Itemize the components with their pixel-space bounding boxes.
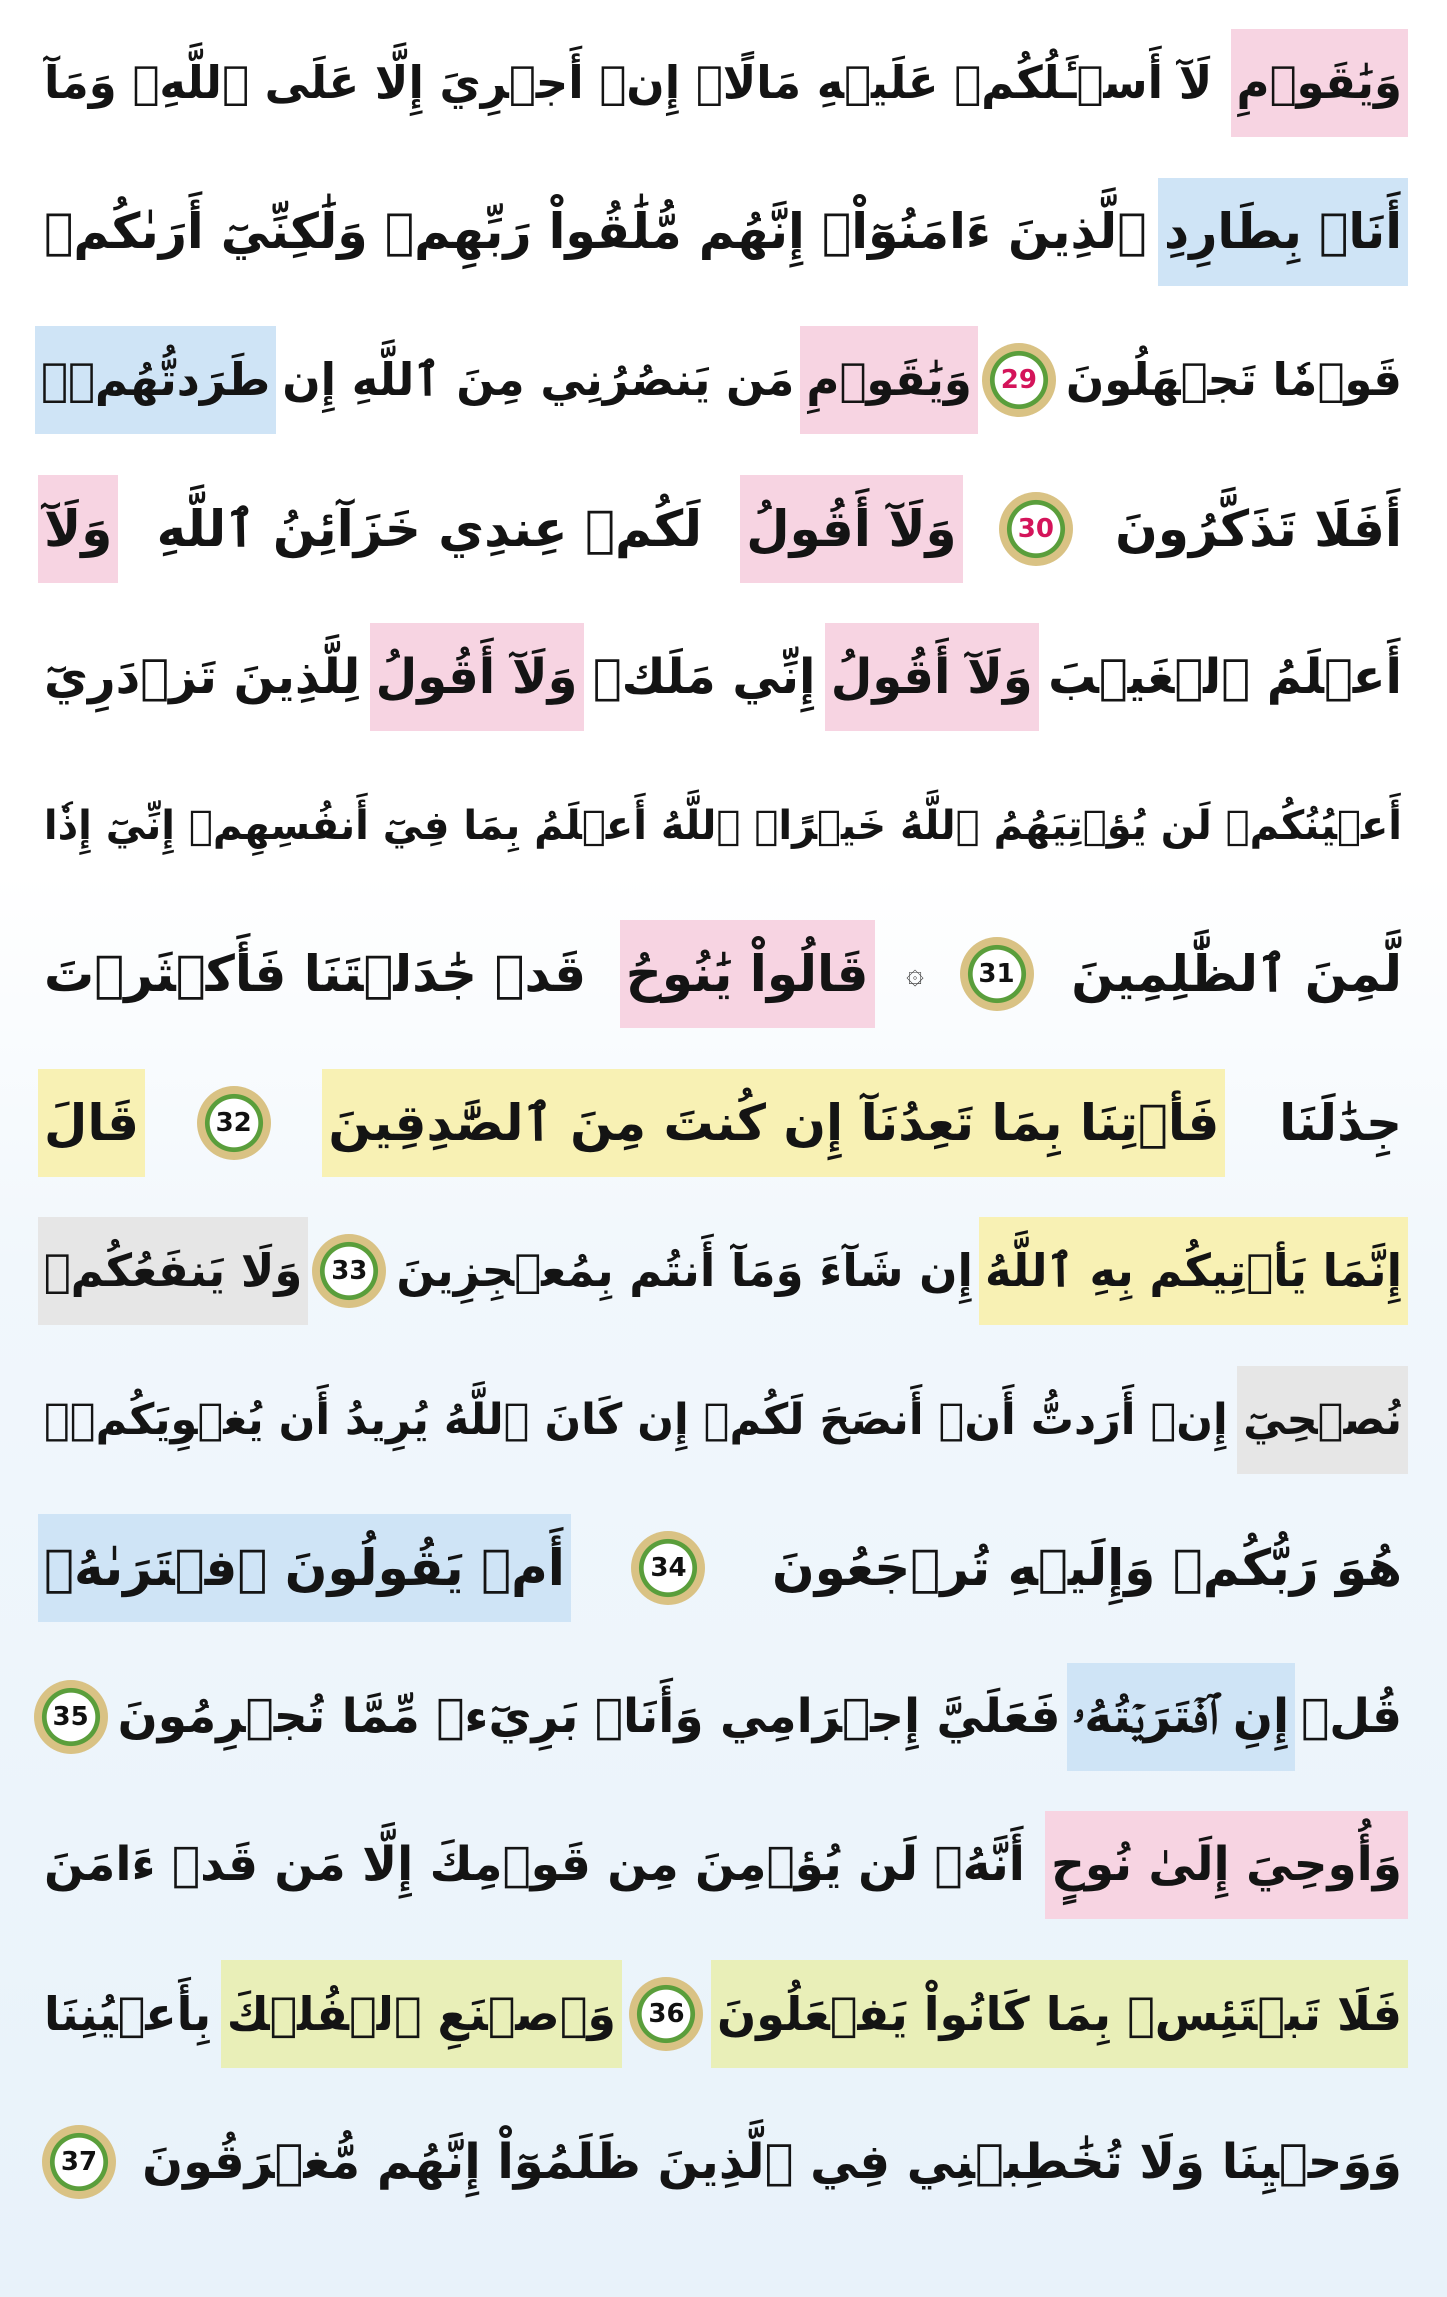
text-line <box>38 1949 1408 2079</box>
highlighted-phrase: وَلَآ أَقُولُ <box>740 475 962 583</box>
verse-text: جِدَٰلَنَا <box>1279 1093 1402 1152</box>
verse-text: فَعَلَيَّ إِجۡرَامِي وَأَنَا۠ بَرِيٓءٞ مِّمَّا تُجۡرِمُونَ <box>117 1688 1061 1744</box>
ayah-number-marker: 30 <box>999 492 1073 566</box>
highlighted-phrase: طَرَدتُّهُمۡۚ <box>35 326 276 434</box>
text-line <box>38 1206 1408 1336</box>
text-line <box>38 1058 1408 1188</box>
verse-text: قَوۡمٗا تَجۡهَلُونَ <box>1065 353 1402 406</box>
verse-text: أَعۡيُنُكُمۡ لَن يُؤۡتِيَهُمُ ٱللَّهُ خَيۡرًاۖ ٱللَّهُ أَعۡلَمُ بِمَا فِيٓ أَنفُسِهِمۡ إِنِّيٓ إِذٗا <box>43 802 1402 849</box>
highlighted-phrase: وَلَآ أَقُولُ <box>825 623 1039 731</box>
verse-text: لَّمِنَ ٱلظَّٰلِمِينَ <box>1071 945 1402 1003</box>
ayah-number-marker: 35 <box>34 1680 108 1754</box>
ayah-number-marker: 34 <box>631 1531 705 1605</box>
highlighted-phrase: وَلَآ <box>38 475 118 583</box>
verse-text: قُلۡ <box>1301 1688 1402 1744</box>
highlighted-phrase: وَٱصۡنَعِ ٱلۡفُلۡكَ <box>221 1960 622 2068</box>
verse-text: إِنِّي مَلَكٞ <box>592 649 816 705</box>
text-line <box>38 1355 1408 1485</box>
text-line <box>38 1503 1408 1633</box>
verse-text: لِلَّذِينَ تَزۡدَرِيٓ <box>44 649 361 705</box>
highlighted-phrase: وَلَآ أَقُولُ <box>370 623 584 731</box>
text-line <box>38 909 1408 1039</box>
verse-text: بِأَعۡيُنِنَا <box>44 1986 212 2041</box>
verse-text: وَوَحۡيِنَا وَلَا تُخَٰطِبۡنِي فِي ٱلَّذِينَ ظَلَمُوٓاْ إِنَّهُم مُّغۡرَقُونَ <box>142 2134 1402 2190</box>
verse-text: لَكُمۡ عِندِي خَزَآئِنُ ٱللَّهِ <box>156 499 703 558</box>
highlighted-phrase: قَالَ <box>38 1069 145 1177</box>
text-line <box>38 167 1408 297</box>
verse-text: لَآ أَسۡـَٔلُكُمۡ عَلَيۡهِ مَالًاۖ إِنۡ أَجۡرِيَ إِلَّا عَلَى ٱللَّهِۚ وَمَآ <box>44 56 1213 109</box>
ayah-number-marker: 29 <box>982 343 1056 417</box>
verse-text: أَعۡلَمُ ٱلۡغَيۡبَ <box>1048 649 1402 705</box>
highlighted-phrase: نُصۡحِيٓ <box>1237 1366 1408 1474</box>
highlighted-phrase: أَنَا۠ بِطَارِدِ <box>1158 178 1408 286</box>
text-line <box>38 464 1408 594</box>
verse-text: أَنَّهُۥ لَن يُؤۡمِنَ مِن قَوۡمِكَ إِلَّا مَن قَدۡ ءَامَنَ <box>44 1837 1025 1892</box>
highlighted-phrase: فَلَا تَبۡتَئِسۡ بِمَا كَانُواْ يَفۡعَلُونَ <box>711 1960 1408 2068</box>
highlighted-phrase: وَيَٰقَوۡمِ <box>1231 29 1408 137</box>
ayah-number-marker: 36 <box>629 1977 703 2051</box>
highlighted-phrase: وَلَا يَنفَعُكُمۡ <box>38 1217 309 1325</box>
verse-text: أَفَلَا تَذَكَّرُونَ <box>1115 499 1402 558</box>
text-line <box>38 612 1408 742</box>
verse-text: إِن شَآءَ وَمَآ أَنتُم بِمُعۡجِزِينَ <box>396 1244 973 1297</box>
highlighted-phrase: وَيَٰقَوۡمِ <box>800 326 977 434</box>
text-line <box>38 315 1408 445</box>
verse-text: قَدۡ جَٰدَلۡتَنَا فَأَكۡثَرۡتَ <box>44 945 587 1003</box>
highlighted-phrase: إِنِ ٱفۡتَرَيۡتُهُۥ <box>1067 1663 1296 1771</box>
rub-el-hizb-icon: ۞ <box>906 956 924 991</box>
text-line <box>38 761 1408 891</box>
highlighted-phrase: قَالُواْ يَٰنُوحُ <box>620 920 875 1028</box>
ayah-number-marker: 32 <box>197 1086 271 1160</box>
verse-text: إِنۡ أَرَدتُّ أَنۡ أَنصَحَ لَكُمۡ إِن كَانَ ٱللَّهُ يُرِيدُ أَن يُغۡوِيَكُمۡۚ <box>44 1394 1228 1445</box>
highlighted-phrase: فَأۡتِنَا بِمَا تَعِدُنَآ إِن كُنتَ مِنَ ٱلصَّٰدِقِينَ <box>322 1069 1225 1177</box>
text-line <box>38 1652 1408 1782</box>
ayah-number-marker: 37 <box>42 2125 116 2199</box>
ayah-number-marker: 33 <box>312 1234 386 1308</box>
verse-text: ٱلَّذِينَ ءَامَنُوٓاْۚ إِنَّهُم مُّلَٰقُواْ رَبِّهِمۡ وَلَٰكِنِّيٓ أَرَىٰكُمۡ <box>44 202 1147 260</box>
highlighted-phrase: إِنَّمَا يَأۡتِيكُم بِهِ ٱللَّهُ <box>979 1217 1408 1325</box>
verse-text: هُوَ رَبُّكُمۡ وَإِلَيۡهِ تُرۡجَعُونَ <box>772 1539 1402 1597</box>
text-line <box>38 2097 1408 2227</box>
verse-text: مَن يَنصُرُنِي مِنَ ٱللَّهِ إِن <box>282 353 795 406</box>
text-line <box>38 18 1408 148</box>
ayah-number-marker: 31 <box>960 937 1034 1011</box>
text-line <box>38 1800 1408 1930</box>
highlighted-phrase: وَأُوحِيَ إِلَىٰ نُوحٍ <box>1045 1811 1408 1919</box>
highlighted-phrase: أَمۡ يَقُولُونَ ٱفۡتَرَىٰهُۖ <box>38 1514 571 1622</box>
